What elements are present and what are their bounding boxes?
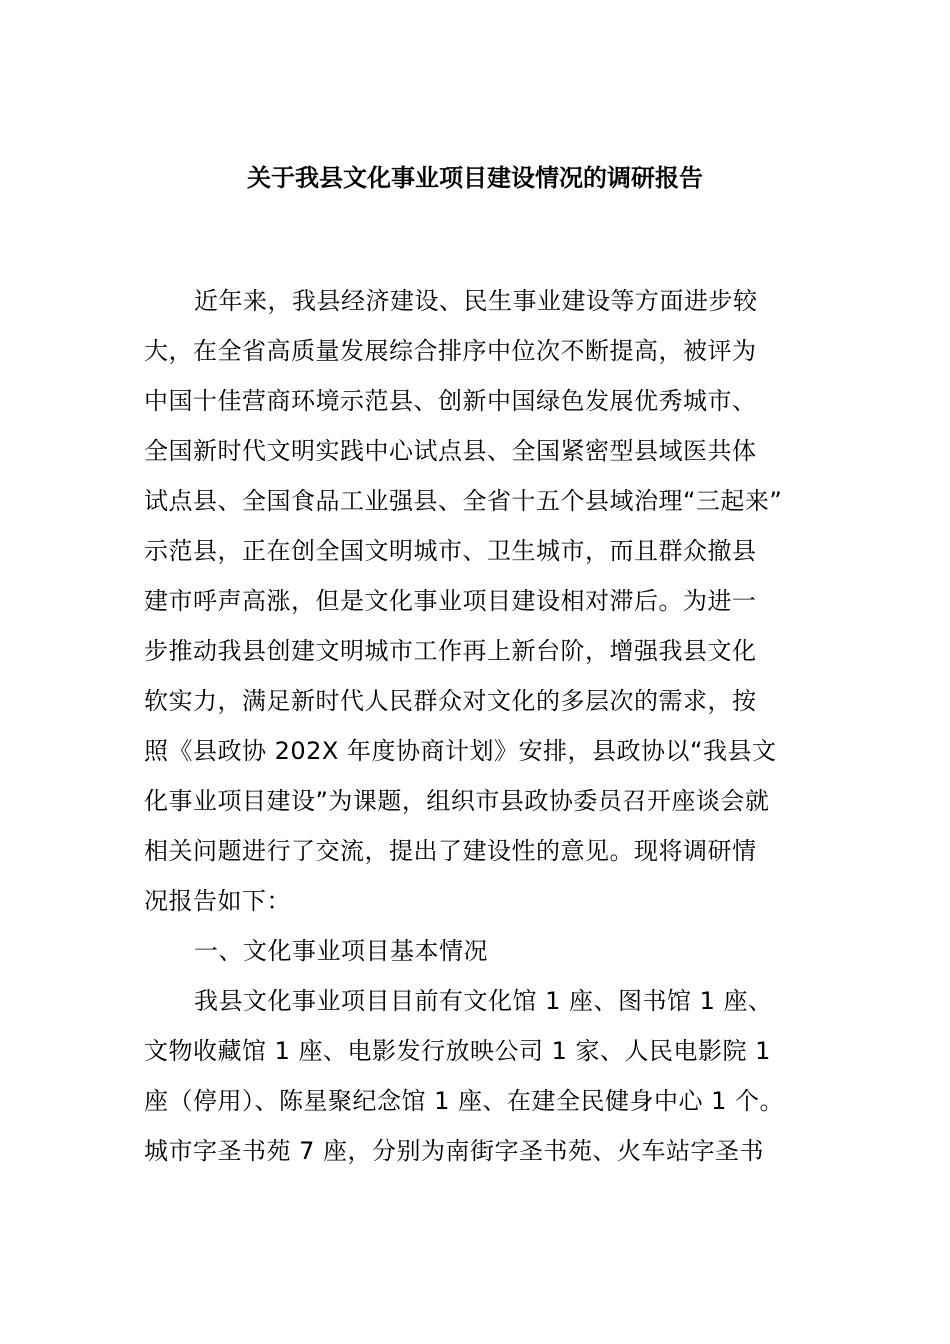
- paragraph-line: 近年来，我县经济建设、民生事业建设等方面进步较: [194, 287, 758, 315]
- paragraph-line: 相关问题进行了交流，提出了建设性的意见。现将调研情: [144, 837, 757, 865]
- paragraph-line: 文物收藏馆 1 座、电影发行放映公司 1 家、人民电影院 1: [144, 1037, 771, 1065]
- paragraph-line: 全国新时代文明实践中心试点县、全国紧密型县域医共体: [144, 437, 757, 465]
- paragraph-line: 况报告如下：: [144, 887, 291, 915]
- paragraph-line: 照《县政协 202X 年度协商计划》安排，县政协以“我县文: [144, 737, 777, 765]
- section-heading: 一、文化事业项目基本情况: [194, 937, 488, 965]
- paragraph-line: 步推动我县创建文明城市工作再上新台阶，增强我县文化: [144, 637, 757, 665]
- paragraph-line: 中国十佳营商环境示范县、创新中国绿色发展优秀城市、: [144, 387, 757, 415]
- paragraph-line: 化事业项目建设”为课题，组织市县政协委员召开座谈会就: [144, 787, 770, 815]
- paragraph-line: 示范县，正在创全国文明城市、卫生城市，而且群众撤县: [144, 537, 757, 565]
- paragraph-line: 我县文化事业项目目前有文化馆 1 座、图书馆 1 座、: [194, 987, 773, 1015]
- paragraph-line: 座（停用）、陈星聚纪念馆 1 座、在建全民健身中心 1 个。: [144, 1087, 785, 1115]
- document-body: [144, 276, 816, 1176]
- paragraph-line: 大，在全省高质量发展综合排序中位次不断提高，被评为: [144, 337, 757, 365]
- paragraph-line: 城市字圣书苑 7 座，分别为南街字圣书苑、火车站字圣书: [144, 1137, 765, 1165]
- paragraph-line: 建市呼声高涨，但是文化事业项目建设相对滞后。为进一: [144, 587, 757, 615]
- paragraph-line: 软实力，满足新时代人民群众对文化的多层次的需求，按: [144, 687, 757, 715]
- paragraph-line: 试点县、全国食品工业强县、全省十五个县域治理“三起来”: [144, 487, 783, 515]
- document-title: 关于我县文化事业项目建设情况的调研报告: [247, 164, 703, 192]
